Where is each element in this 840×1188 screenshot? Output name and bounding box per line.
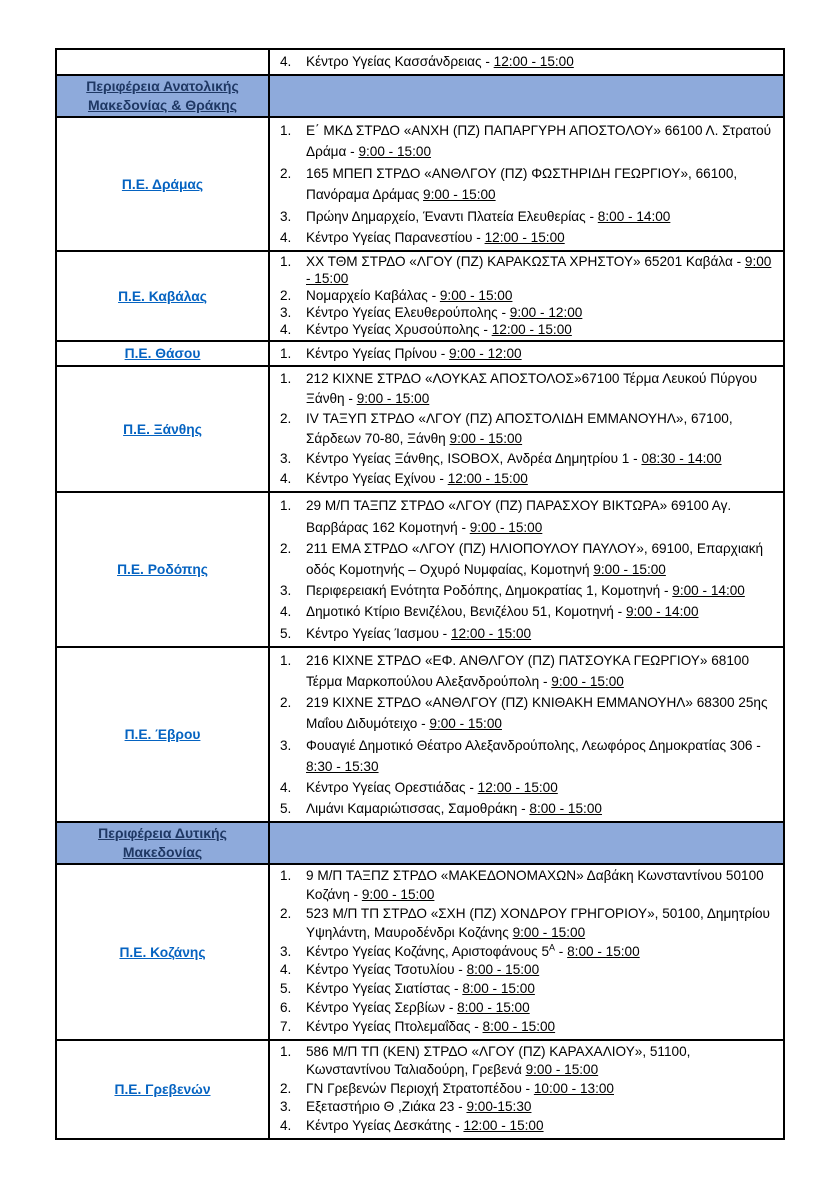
item-number: 4. (280, 471, 292, 487)
item-text-segment: - (555, 943, 568, 959)
item-hours: 8:00 - 14:00 (597, 208, 671, 224)
item-number: 6. (280, 1000, 292, 1016)
location-item (270, 1117, 775, 1136)
item-hours: 12:00 - 15:00 (450, 625, 532, 641)
item-number: 3. (280, 1099, 292, 1115)
location-item (270, 1018, 775, 1037)
item-text-segment: Α (549, 942, 556, 953)
item-hours: 9:00 - 15:00 (439, 288, 513, 304)
location-item (270, 867, 775, 905)
item-text-segment: 165 ΜΠΕΠ ΣΤΡΔΟ «ΑΝΘΛΓΟΥ (ΠΖ) ΦΩΣΤΗΡΙΔΗ ΓΕΩΡΓΙΟΥ», 66100, Πανόραμα Δράμας (306, 165, 738, 203)
location-item (270, 1080, 775, 1099)
location-item (270, 961, 775, 980)
item-hours: 9:00 - 15:00 (551, 674, 624, 690)
item-number: 5. (280, 625, 292, 641)
item-hours: 12:00 - 15:00 (463, 1118, 544, 1134)
item-text-segment: ΧΧ ΤΘΜ ΣΤΡΔΟ «ΛΓΟΥ (ΠΖ) ΚΑΡΑΚΩΣΤΑ ΧΡΗΣΤΟΥ» 65201 Καβάλα - (306, 254, 745, 270)
location-item (270, 601, 775, 622)
item-text (306, 120, 775, 163)
regional-unit-link[interactable]: Π.Ε. Ξάνθης (123, 421, 202, 437)
item-text-segment: 9 Μ/Π ΤΑΞΠΖ ΣΤΡΔΟ «ΜΑΚΕΔΟΝΟΜΑΧΩΝ» Δαβάκη Κωνσταντίνου 50100 Κοζάνη - (306, 868, 764, 903)
item-hours: 12:00 - 15:00 (477, 780, 558, 796)
regional-unit-row (56, 864, 784, 1039)
location-item (270, 999, 775, 1018)
item-number: 1. (280, 371, 292, 387)
item-number: 1. (280, 1043, 292, 1059)
regional-unit-row (56, 366, 784, 492)
item-hours: 8:00 - 15:00 (482, 1018, 556, 1034)
item-hours: 9:00 - 15:00 (449, 431, 523, 447)
regional-unit-link[interactable]: Π.Ε. Ροδόπης (117, 562, 208, 578)
item-text-segment: Κέντρο Υγείας Ξάνθης, ISOBOX, Ανδρέα Δημητρίου 1 - (306, 451, 642, 467)
item-text-segment: 29 Μ/Π ΤΑΞΠΖ ΣΤΡΔΟ «ΛΓΟΥ (ΠΖ) ΠΑΡΑΣΧΟΥ ΒΙΚΤΩΡΑ» 69100 Αγ. Βαρβάρας 162 Κομοτηνή - (306, 498, 732, 535)
item-text (306, 288, 775, 305)
item-hours: 9:00 - 15:00 (429, 716, 502, 732)
item-text (306, 961, 775, 980)
regional-unit-cell (56, 647, 269, 823)
item-text-segment: ΓΝ Γρεβενών Περιοχή Στρατοπέδου - (306, 1080, 534, 1096)
item-text-segment: 523 Μ/Π ΤΠ ΣΤΡΔΟ «ΣΧΗ (ΠΖ) ΧΟΝΔΡΟΥ ΓΡΗΓΟΡΙΟΥ», 50100, Δημητρίου Υψηλάντη, Μαυροδένδρι Κοζάνης (306, 906, 770, 940)
regional-unit-row (56, 492, 784, 646)
item-number: 2. (280, 288, 292, 304)
location-item (270, 227, 775, 248)
item-number: 1. (280, 346, 292, 362)
item-number: 4. (280, 604, 292, 620)
item-hours: 9:00 - 15:00 (423, 187, 496, 203)
location-item (270, 777, 775, 798)
item-text (306, 980, 775, 999)
item-text (306, 692, 775, 734)
regional-unit-link[interactable]: Π.Ε. Καβάλας (118, 288, 207, 304)
location-item (270, 905, 775, 943)
regional-unit-cell (56, 366, 269, 492)
item-number: 2. (280, 165, 292, 181)
continuation-items-cell (269, 49, 784, 75)
locations-list-cell (269, 492, 784, 646)
item-text (306, 1080, 775, 1099)
item-text-segment: 216 ΚΙΧΝΕ ΣΤΡΔΟ «ΕΦ. ΑΝΘΛΓΟΥ (ΠΖ) ΠΑΤΣΟΥΚΑ ΓΕΩΡΓΙΟΥ» 68100 Τέρμα Μαρκοπούλου Αλεξανδρούπολη - (306, 652, 750, 690)
item-text-segment: Κέντρο Υγείας Ίασμου - (306, 625, 451, 641)
item-hours: 9:00 - 15:00 (469, 519, 543, 535)
item-text-segment: Κέντρο Υγείας Εχίνου - (306, 471, 448, 487)
table-body (56, 49, 784, 1139)
item-text-segment: Περιφερειακή Ενότητα Ροδόπης, Δημοκρατίας 1, Κομοτηνή - (306, 583, 673, 599)
item-text (306, 650, 775, 692)
item-text-segment: Κέντρο Υγείας Κοζάνης, Αριστοφάνους 5 (306, 943, 550, 959)
location-item (270, 580, 775, 601)
item-hours: 9:00 - 15:00 (593, 562, 666, 578)
item-text-segment: Κέντρο Υγείας Ελευθερούπολης - (306, 304, 510, 320)
item-text-segment: Δημοτικό Κτίριο Βενιζέλου, Βενιζέλου 51, Κομοτηνή - (306, 604, 626, 620)
location-item (270, 798, 775, 819)
item-number: 3. (280, 451, 292, 467)
item-text (306, 905, 775, 943)
item-number: 1. (280, 868, 292, 884)
item-text (306, 227, 775, 248)
item-text (306, 1098, 775, 1117)
item-text-segment: Κέντρο Υγείας Κασσάνδρειας - (306, 54, 494, 69)
location-item (270, 206, 775, 227)
locations-list-cell (269, 864, 784, 1039)
item-hours: 9:00 - 14:00 (625, 604, 699, 620)
locations-list-cell (269, 251, 784, 341)
regional-unit-link[interactable]: Π.Ε. Έβρου (124, 727, 201, 743)
region-header-empty-cell (269, 822, 784, 864)
item-hours: 9:00 - 15:00 (512, 924, 586, 940)
regional-unit-link[interactable]: Π.Ε. Κοζάνης (119, 944, 206, 960)
item-hours: 12:00 - 15:00 (447, 471, 528, 487)
item-text-segment: IV ΤΑΞΥΠ ΣΤΡΔΟ «ΛΓΟΥ (ΠΖ) ΑΠΟΣΤΟΛΙΔΗ ΕΜΜΑΝΟΥΗΛ», 67100, Σάρδεων 70-80, Ξάνθη (306, 411, 733, 447)
region-header-cell (56, 822, 269, 864)
location-item (270, 1098, 775, 1117)
item-number: 1. (280, 498, 292, 514)
item-hours: 9:00 - 15:00 (356, 391, 430, 407)
item-text-segment: Ε΄ ΜΚΔ ΣΤΡΔΟ «ΑΝΧΗ (ΠΖ) ΠΑΠΑΡΓΥΡΗ ΑΠΟΣΤΟΛΟΥ» 66100 Λ. Στρατού Δράμα - (306, 123, 772, 160)
item-text (306, 580, 775, 601)
item-hours: 8:00 - 15:00 (462, 981, 535, 997)
location-item (270, 344, 775, 363)
location-item (270, 469, 775, 489)
item-text (306, 469, 775, 489)
item-number: 3. (280, 583, 292, 599)
location-item (270, 369, 775, 409)
item-text-segment: Πρώην Δημαρχείο, Έναντι Πλατεία Ελευθερίας - (306, 208, 598, 224)
item-number: 1. (280, 652, 292, 668)
regional-unit-row (56, 1040, 784, 1139)
item-text-segment: 211 ΕΜΑ ΣΤΡΔΟ «ΛΓΟΥ (ΠΖ) ΗΛΙΟΠΟΥΛΟΥ ΠΑΥΛΟΥ», 69100, Επαρχιακή οδός Κομοτηνής – Οχυρό Νυμφαίας, Κομοτηνή (306, 540, 764, 578)
item-hours: 08:30 - 14:00 (641, 451, 722, 467)
item-text-segment: Εξεταστήριο Θ ,Ζιάκα 23 - (306, 1099, 467, 1115)
item-text (306, 409, 775, 449)
item-number: 5. (280, 801, 292, 817)
item-hours: 8:00 - 15:00 (466, 962, 540, 978)
item-text-segment: 586 Μ/Π ΤΠ (ΚΕΝ) ΣΤΡΔΟ «ΛΓΟΥ (ΠΖ) ΚΑΡΑΧΑΛΙΟΥ», 51100, Κωνσταντίνου Ταλιαδούρη, Γρεβενά (306, 1043, 691, 1078)
item-hours: 9:00 - 15:00 (525, 1062, 599, 1078)
locations-list-cell (269, 341, 784, 366)
regional-unit-link[interactable]: Π.Ε. Δράμας (121, 176, 204, 192)
location-item (270, 495, 775, 537)
region-header-row (56, 75, 784, 117)
item-text (306, 1117, 775, 1136)
location-item (270, 254, 775, 288)
region-header-empty-cell (269, 75, 784, 117)
item-text (306, 735, 775, 777)
regional-unit-row (56, 117, 784, 251)
region-header-title: Περιφέρεια Ανατολικής Μακεδονίας & Θράκης (86, 78, 239, 113)
item-number: 4. (280, 230, 292, 246)
item-text-segment: Φουαγιέ Δημοτικό Θέατρο Αλεξανδρούπολης, Λεωφόρος Δημοκρατίας 306 - (306, 737, 761, 753)
location-item (270, 943, 775, 962)
regional-unit-cell (56, 492, 269, 646)
item-number: 2. (280, 540, 292, 556)
location-item (270, 735, 775, 777)
location-item (270, 163, 775, 206)
location-item (270, 1043, 775, 1080)
item-text-segment: Νομαρχείο Καβάλας - (306, 288, 440, 304)
item-text (306, 1043, 775, 1080)
item-text-segment: Κέντρο Υγείας Πρίνου - (306, 346, 450, 362)
locations-list-cell (269, 366, 784, 492)
item-text-segment: 219 ΚΙΧΝΕ ΣΤΡΔΟ «ΑΝΘΛΓΟΥ (ΠΖ) ΚΝΙΘΑΚΗ ΕΜΜΑΝΟΥΗΛ» 68300 25ης Μαΐου Διδυμότειχο - (306, 695, 768, 732)
item-hours: 8:00 - 15:00 (567, 943, 640, 959)
locations-list-cell (269, 117, 784, 251)
item-number: 4. (280, 1118, 292, 1134)
item-text (306, 344, 775, 363)
location-item (270, 538, 775, 580)
location-item (270, 120, 775, 163)
item-text (306, 206, 775, 227)
item-hours: 12:00 - 15:00 (484, 230, 565, 246)
item-number: 2. (280, 1080, 292, 1096)
continuation-empty-cell (56, 49, 269, 75)
item-text (306, 999, 775, 1018)
regional-unit-cell (56, 251, 269, 341)
item-number: 4. (280, 54, 292, 69)
item-text (306, 449, 775, 469)
location-item (270, 288, 775, 305)
vaccination-locations-table (55, 48, 785, 1140)
region-header-row (56, 822, 784, 864)
item-text (306, 1018, 775, 1037)
location-item (270, 409, 775, 449)
item-text-segment: Κέντρο Υγείας Σερβίων - (306, 1000, 458, 1016)
item-text (306, 798, 775, 819)
item-text-segment: 212 ΚΙΧΝΕ ΣΤΡΔΟ «ΛΟΥΚΑΣ ΑΠΟΣΤΟΛΟΣ»67100 Τέρμα Λευκού Πύργου Ξάνθη - (306, 371, 758, 407)
location-item (270, 980, 775, 999)
item-text (306, 52, 775, 72)
item-hours: 8:00 - 15:00 (457, 1000, 530, 1016)
item-text-segment: Κέντρο Υγείας Πτολεμαΐδας - (306, 1018, 483, 1034)
locations-list-cell (269, 1040, 784, 1139)
item-text-segment: Κέντρο Υγείας Δεσκάτης - (306, 1118, 464, 1134)
item-hours: 9:00 - 15:00 (358, 144, 432, 160)
item-hours: 9:00 - 15:00 (306, 254, 772, 287)
item-text (306, 867, 775, 905)
item-number: 3. (280, 737, 292, 753)
item-text-segment: Κέντρο Υγείας Χρυσούπολης - (306, 321, 492, 337)
item-hours: 9:00 - 14:00 (672, 583, 745, 599)
regional-unit-link[interactable]: Π.Ε. Θάσου (124, 346, 201, 362)
location-item (270, 650, 775, 692)
item-text (306, 305, 775, 322)
item-hours: 10:00 - 13:00 (533, 1080, 614, 1096)
item-text (306, 495, 775, 537)
regional-unit-cell (56, 864, 269, 1039)
item-number: 4. (280, 321, 292, 337)
region-header-title: Περιφέρεια Δυτικής Μακεδονίας (98, 825, 227, 861)
item-hours: 12:00 - 15:00 (493, 54, 574, 69)
item-number: 3. (280, 208, 292, 224)
item-number: 2. (280, 906, 292, 922)
item-hours: 9:00 - 15:00 (361, 887, 435, 903)
item-text (306, 777, 775, 798)
item-text-segment: Λιμάνι Καμαριώτισσας, Σαμοθράκη - (306, 801, 530, 817)
item-text-segment: Κέντρο Υγείας Παρανεστίου - (306, 230, 485, 246)
location-item (270, 692, 775, 734)
item-text (306, 601, 775, 622)
item-number: 1. (280, 254, 292, 270)
item-hours: 8:00 - 15:00 (529, 801, 602, 817)
item-text (306, 943, 775, 962)
item-number: 4. (280, 780, 292, 796)
location-item (270, 322, 775, 339)
item-hours: 9:00 - 12:00 (449, 346, 522, 362)
continuation-row (56, 49, 784, 75)
item-number: 1. (280, 123, 292, 138)
item-number: 2. (280, 695, 292, 711)
item-text (306, 163, 775, 206)
item-hours: 8:30 - 15:30 (306, 758, 379, 774)
item-text-segment: Κέντρο Υγείας Ορεστιάδας - (306, 780, 478, 796)
item-text (306, 322, 775, 339)
item-hours: 9:00-15:30 (466, 1099, 532, 1115)
regional-unit-row (56, 341, 784, 366)
location-item (270, 623, 775, 644)
region-header-cell (56, 75, 269, 117)
locations-list-cell (269, 647, 784, 823)
item-text-segment: Κέντρο Υγείας Σιατίστας - (306, 981, 463, 997)
regional-unit-cell (56, 341, 269, 366)
regional-unit-row (56, 647, 784, 823)
location-item (270, 305, 775, 322)
regional-unit-row (56, 251, 784, 341)
location-item (270, 449, 775, 469)
item-number: 3. (280, 304, 292, 320)
item-text (306, 369, 775, 409)
item-number: 5. (280, 981, 292, 997)
item-hours: 9:00 - 12:00 (509, 304, 583, 320)
item-text (306, 623, 775, 644)
location-item (270, 52, 775, 72)
item-number: 3. (280, 943, 292, 959)
item-text (306, 254, 775, 288)
item-number: 2. (280, 411, 292, 427)
regional-unit-cell (56, 117, 269, 251)
regional-unit-link[interactable]: Π.Ε. Γρεβενών (114, 1081, 211, 1097)
item-text-segment: Κέντρο Υγείας Τσοτυλίου - (306, 962, 467, 978)
item-text (306, 538, 775, 580)
item-hours: 12:00 - 15:00 (491, 321, 572, 337)
item-number: 4. (280, 962, 292, 978)
item-number: 7. (280, 1018, 292, 1034)
regional-unit-cell (56, 1040, 269, 1139)
